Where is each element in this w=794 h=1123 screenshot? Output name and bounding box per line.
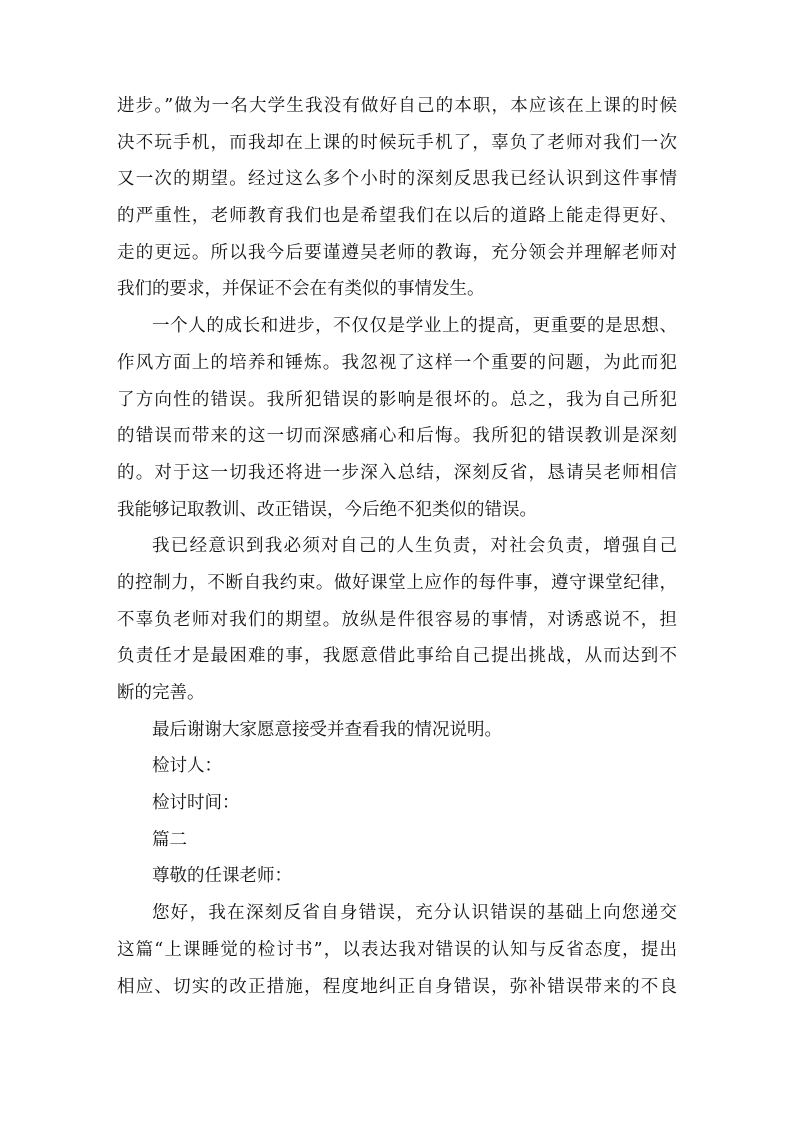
text-line: 尊敬的任课老师： (152, 866, 292, 887)
text-line: 进步。”做为一名大学生我没有做好自己的本职，本应该在上课的时候 (117, 96, 677, 116)
text-line: 作风方面上的培养和锤炼。我忽视了这样一个重要的问题，为此而犯 (117, 352, 677, 373)
text-line: 最后谢谢大家愿意接受并查看我的情况说明。 (152, 719, 502, 740)
text-line: 断的完善。 (117, 683, 205, 703)
text-line: 这篇“上课睡觉的检讨书”，以表达我对错误的认知与反省态度，提出 (117, 939, 677, 960)
text-line: 负责任才是最困难的事，我愿意借此事给自己提出挑战，从而达到不 (117, 646, 677, 667)
text-line: 走的更远。所以我今后要谨遵吴老师的教诲，充分领会并理解老师对 (117, 242, 677, 263)
text-line: 检讨人： (152, 756, 222, 777)
text-line: 的。对于这一切我还将进一步深入总结，深刻反省，恳请吴老师相信 (117, 462, 677, 483)
text-line: 检讨时间： (152, 793, 240, 814)
text-line: 的错误而带来的这一切而深感痛心和后悔。我所犯的错误教训是深刻 (117, 426, 677, 447)
document-body (117, 88, 677, 1005)
text-line: 又一次的期望。经过这么多个小时的深刻反思我已经认识到这件事情 (117, 169, 677, 190)
text-line: 一个人的成长和进步，不仅仅是学业上的提高，更重要的是思想、 (152, 316, 677, 337)
text-line: 不辜负老师对我们的期望。放纵是件很容易的事情，对诱惑说不，担 (117, 609, 677, 630)
text-line: 了方向性的错误。我所犯错误的影响是很坏的。总之，我为自己所犯 (117, 389, 677, 410)
text-line: 相应、切实的改正措施，程度地纠正自身错误，弥补错误带来的不良 (117, 976, 677, 997)
text-line: 我们的要求，并保证不会在有类似的事情发生。 (117, 279, 485, 300)
text-line: 我能够记取教训、改正错误，今后绝不犯类似的错误。 (117, 499, 537, 520)
text-line: 的严重性，老师教育我们也是希望我们在以后的道路上能走得更好、 (117, 206, 677, 227)
text-line: 决不玩手机，而我却在上课的时候玩手机了，辜负了老师对我们一次 (117, 132, 677, 153)
text-line: 您好，我在深刻反省自身错误，充分认识错误的基础上向您递交 (152, 903, 677, 924)
text-line: 我已经意识到我必须对自己的人生负责，对社会负责，增强自己 (152, 536, 677, 557)
text-line: 篇二 (152, 829, 187, 850)
text-line: 的控制力，不断自我约束。做好课堂上应作的每件事，遵守课堂纪律， (117, 572, 677, 593)
